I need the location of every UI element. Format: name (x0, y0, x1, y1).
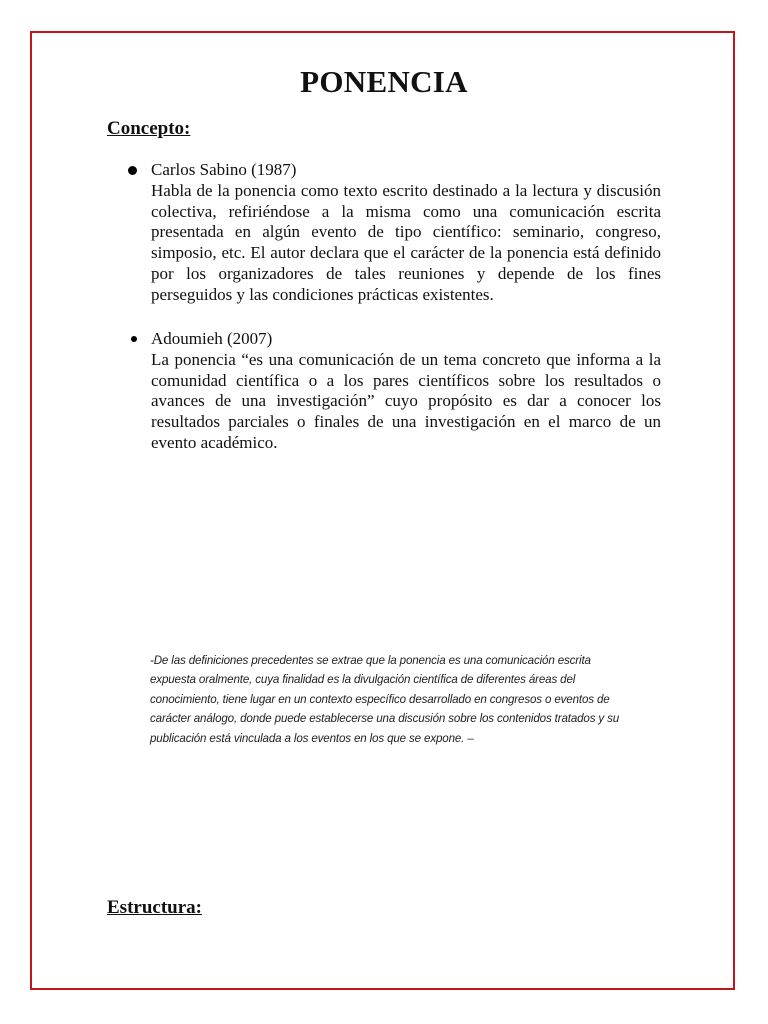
section-heading-estructura: Estructura: (107, 897, 202, 918)
definition-entry-adoumieh (151, 329, 661, 454)
definition-entry-sabino (151, 160, 661, 306)
conclusion-paragraph: -De las definiciones precedentes se extrae que la ponencia es una comunicación escrita expuesta oralmente, cuya finalidad es la divulgación científica de diferentes áreas del conocimiento, tiene lugar en un contexto específico desarrollado en congresos o eventos de carácter análogo, donde puede establecerse una discusión sobre los contenidos tratados y su publicación está vinculada a los eventos en los que se expone. – (150, 653, 620, 745)
section-heading-concepto: Concepto: (107, 118, 191, 139)
bullet-icon (128, 166, 137, 175)
bullet-icon (131, 336, 137, 342)
entry-text: Habla de la ponencia como texto escrito destinado a la lectura y discusión colectiva, refiriéndose a la misma como una comunicación escrita presentada en algún evento de tipo científico: seminario, congreso, simposio, etc. El autor declara que el carácter de la ponencia está definido por los organizadores de tales reuniones y depende de los fines perseguidos y las condiciones prácticas existentes. (151, 180, 661, 304)
entry-author: Carlos Sabino (1987) (151, 160, 297, 179)
page-title: PONENCIA (300, 64, 468, 99)
entry-text: La ponencia “es una comunicación de un tema concreto que informa a la comunidad científica o a los pares científicos sobre los resultados o avances de una investigación” cuyo propósito es dar a conocer los resultados parciales o finales de una investigación en el marco de un evento académico. (151, 349, 661, 452)
entry-author: Adoumieh (2007) (151, 329, 273, 348)
